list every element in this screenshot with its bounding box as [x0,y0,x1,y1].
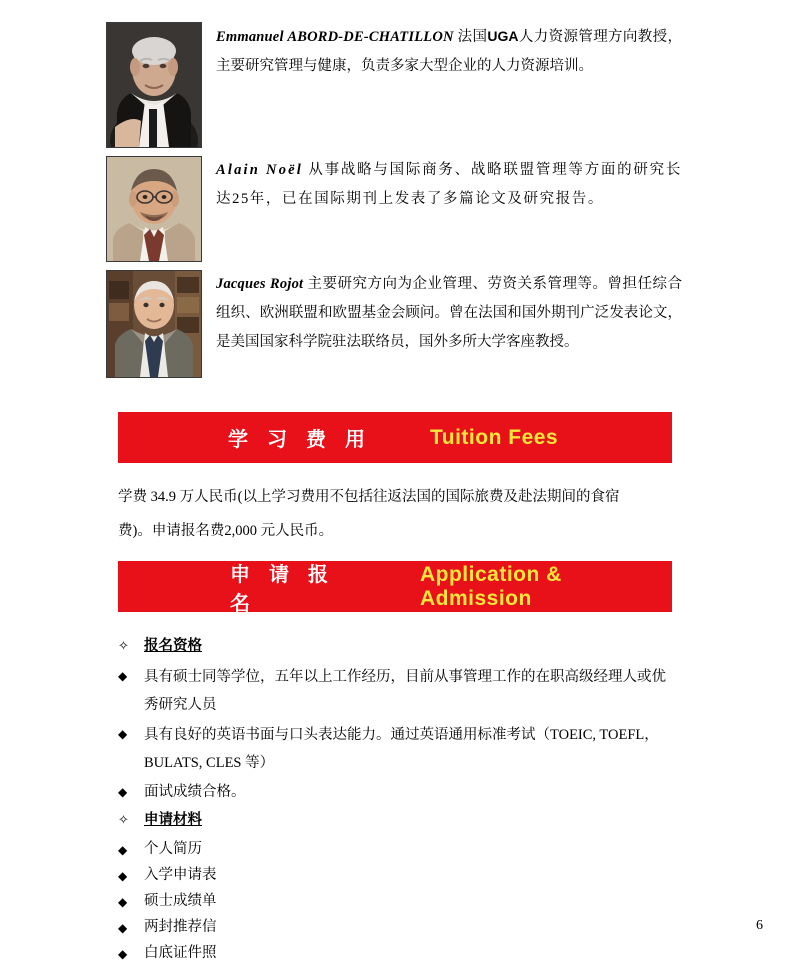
application-section-banner [118,561,672,615]
faculty-name: Emmanuel ABORD-DE-CHATILLON [216,29,454,45]
faculty-entry [106,156,682,262]
diamond-filled-icon: ◆ [118,669,128,683]
diamond-open-icon: ✧ [118,638,129,653]
list-item-label: 具有硕士同等学位，五年以上工作经历，目前从事管理工作的在职高级经理人或优秀研究人员 [144,669,666,713]
list-item [118,941,678,967]
faculty-bio-post: 从事战略与国际商务、战略联盟管理等方面的研究长达25年，已在国际期刊上发表了多篇论文及研究报告。 [216,162,682,207]
portrait-image-3 [107,271,201,377]
list-heading [118,807,678,833]
list-item [118,915,678,941]
diamond-filled-icon: ◆ [118,785,128,799]
application-banner-cn: 申 请 报 名 [230,563,335,615]
list-item [118,837,678,863]
list-item-label: 入学申请表 [144,867,217,883]
tuition-section-banner [118,412,672,463]
portrait-image-1 [107,23,201,147]
faculty-bio-post: 人力资源管理方向教授，主要研究管理与健康，负责多家大型企业的人力资源培训。 [216,29,683,74]
list-item [118,721,678,777]
faculty-entry [106,22,682,148]
alain-portrait [106,156,202,262]
diamond-filled-icon: ◆ [118,727,128,741]
diamond-filled-icon: ◆ [118,869,128,883]
faculty-bio [216,156,682,214]
list-heading [118,633,678,659]
list-item [118,779,678,805]
tuition-banner-cn: 学 习 费 用 [228,429,372,451]
list-item-label: 两封推荐信 [144,919,217,935]
list-item-label: 面试成绩合格。 [144,784,246,800]
list-item [118,889,678,915]
faculty-entry [106,270,682,378]
tuition-line-2: 费)。申请报名费2,000 元人民币。 [118,523,334,539]
faculty-name: Jacques Rojot [216,276,304,292]
faculty-bio [216,22,682,81]
diamond-filled-icon: ◆ [118,947,128,961]
faculty-bio-post: 主要研究方向为企业管理、劳资关系管理等。曾担任综合组织、欧洲联盟和欧盟基金会顾问。曾在法国和国外期刊广泛发表论文，是美国国家科学院驻法联络员，国外多所大学客座教授。 [216,276,683,350]
faculty-bio-pre: 法国 [453,29,488,45]
list-item-label: 具有良好的英语书面与口头表达能力。通过英语通用标准考试（TOEIC, TOEFL，BULATS, CLES 等） [144,727,659,771]
jacques-portrait [106,270,202,378]
portrait-image-2 [107,157,201,261]
list-item-label: 白底证件照 [144,945,217,961]
list-item-label: 硕士成绩单 [144,893,217,909]
application-banner-en: Application & Admission [419,562,562,610]
application-requirements [118,633,678,967]
diamond-filled-icon: ◆ [118,843,128,857]
tuition-line-1: 学费 34.9 万人民币(以上学习费用不包括往返法国的国际旅费及赴法期间的食宿 [118,489,620,505]
list-item [118,663,678,719]
tuition-body [118,480,678,548]
faculty-bio-mark: UGA [487,28,519,44]
list-heading-label: 申请材料 [144,812,202,828]
diamond-open-icon: ✧ [118,812,129,827]
emmanuel-portrait [106,22,202,148]
diamond-filled-icon: ◆ [118,895,128,909]
list-heading-label: 报名资格 [144,638,202,654]
faculty-list [106,22,682,386]
list-item-label: 个人简历 [144,841,202,857]
list-item [118,863,678,889]
page-number: 6 [756,918,763,933]
diamond-filled-icon: ◆ [118,921,128,935]
tuition-banner-en: Tuition Fees [430,425,559,449]
faculty-name: Alain Noël [216,162,304,178]
faculty-bio [216,270,682,357]
